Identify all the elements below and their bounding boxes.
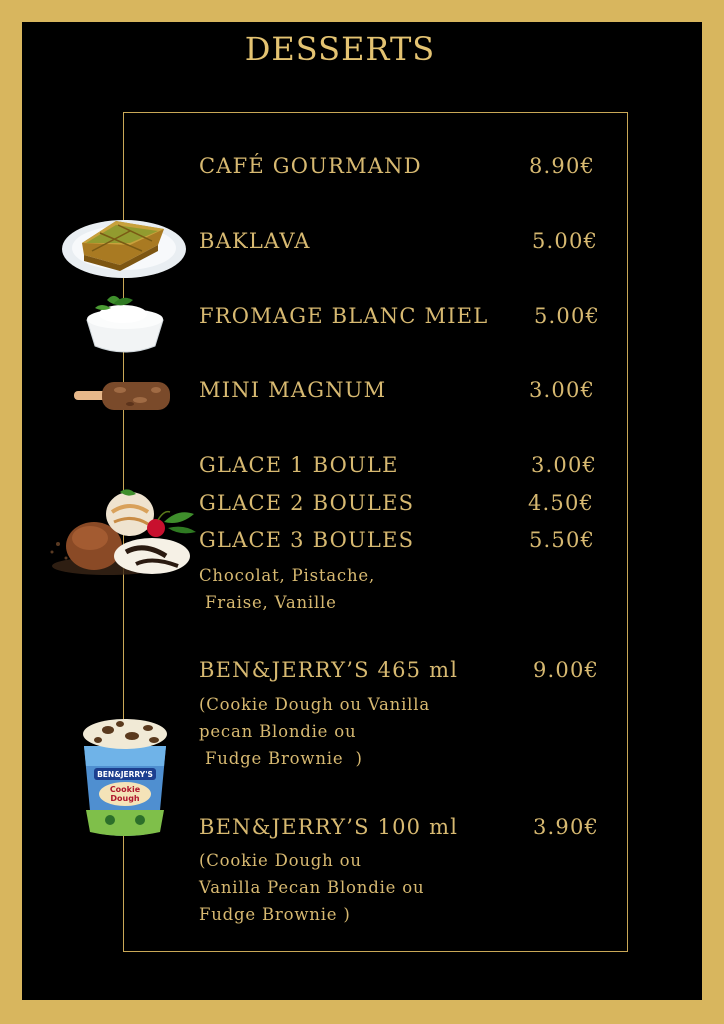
mini-magnum-image [72,378,172,414]
glace-flavors-line-1: Chocolat, Pistache, [199,566,375,585]
item-price-baklava: 5.00€ [532,229,599,253]
page-title: DESSERTS [244,30,436,68]
item-price-mini-magnum: 3.00€ [529,378,596,402]
baklava-image [60,215,188,281]
item-price-glace-3-boules: 5.50€ [529,528,596,552]
item-name-cafe-gourmand: CAFÉ GOURMAND [199,154,422,178]
item-name-ben-jerrys-465: BEN&JERRY’S 465 ml [199,658,459,682]
glace-flavors-line-2: Fraise, Vanille [199,593,337,612]
bj100-desc-line-3: Fudge Brownie ) [199,905,351,924]
item-price-glace-2-boules: 4.50€ [528,491,595,515]
item-name-mini-magnum: MINI MAGNUM [199,378,387,402]
tub-flavor-line-1: Cookie [109,785,141,794]
item-price-ben-jerrys-465: 9.00€ [533,658,600,682]
bj465-desc-line-3: Fudge Brownie ) [199,749,363,768]
item-name-baklava: BAKLAVA [199,229,311,253]
item-name-glace-2-boules: GLACE 2 BOULES [199,491,415,515]
bj465-desc-line-1: (Cookie Dough ou Vanilla [199,695,430,714]
item-price-glace-1-boule: 3.00€ [531,453,598,477]
fromage-blanc-image [83,288,167,358]
tub-flavor-line-2: Dough [110,794,140,803]
item-name-ben-jerrys-100: BEN&JERRY’S 100 ml [199,815,459,839]
bj100-desc-line-1: (Cookie Dough ou [199,851,362,870]
item-price-fromage-blanc-miel: 5.00€ [534,304,601,328]
item-name-glace-1-boule: GLACE 1 BOULE [199,453,399,477]
tub-brand-label: BEN&JERRY'S [97,770,153,779]
ice-cream-scoops-image [48,486,198,578]
item-name-fromage-blanc-miel: FROMAGE BLANC MIEL [199,304,489,328]
item-name-glace-3-boules: GLACE 3 BOULES [199,528,415,552]
item-price-ben-jerrys-100: 3.90€ [533,815,600,839]
bj465-desc-line-2: pecan Blondie ou [199,722,357,741]
ben-jerrys-tub-image [80,716,170,840]
bj100-desc-line-2: Vanilla Pecan Blondie ou [199,878,425,897]
item-price-cafe-gourmand: 8.90€ [529,154,596,178]
